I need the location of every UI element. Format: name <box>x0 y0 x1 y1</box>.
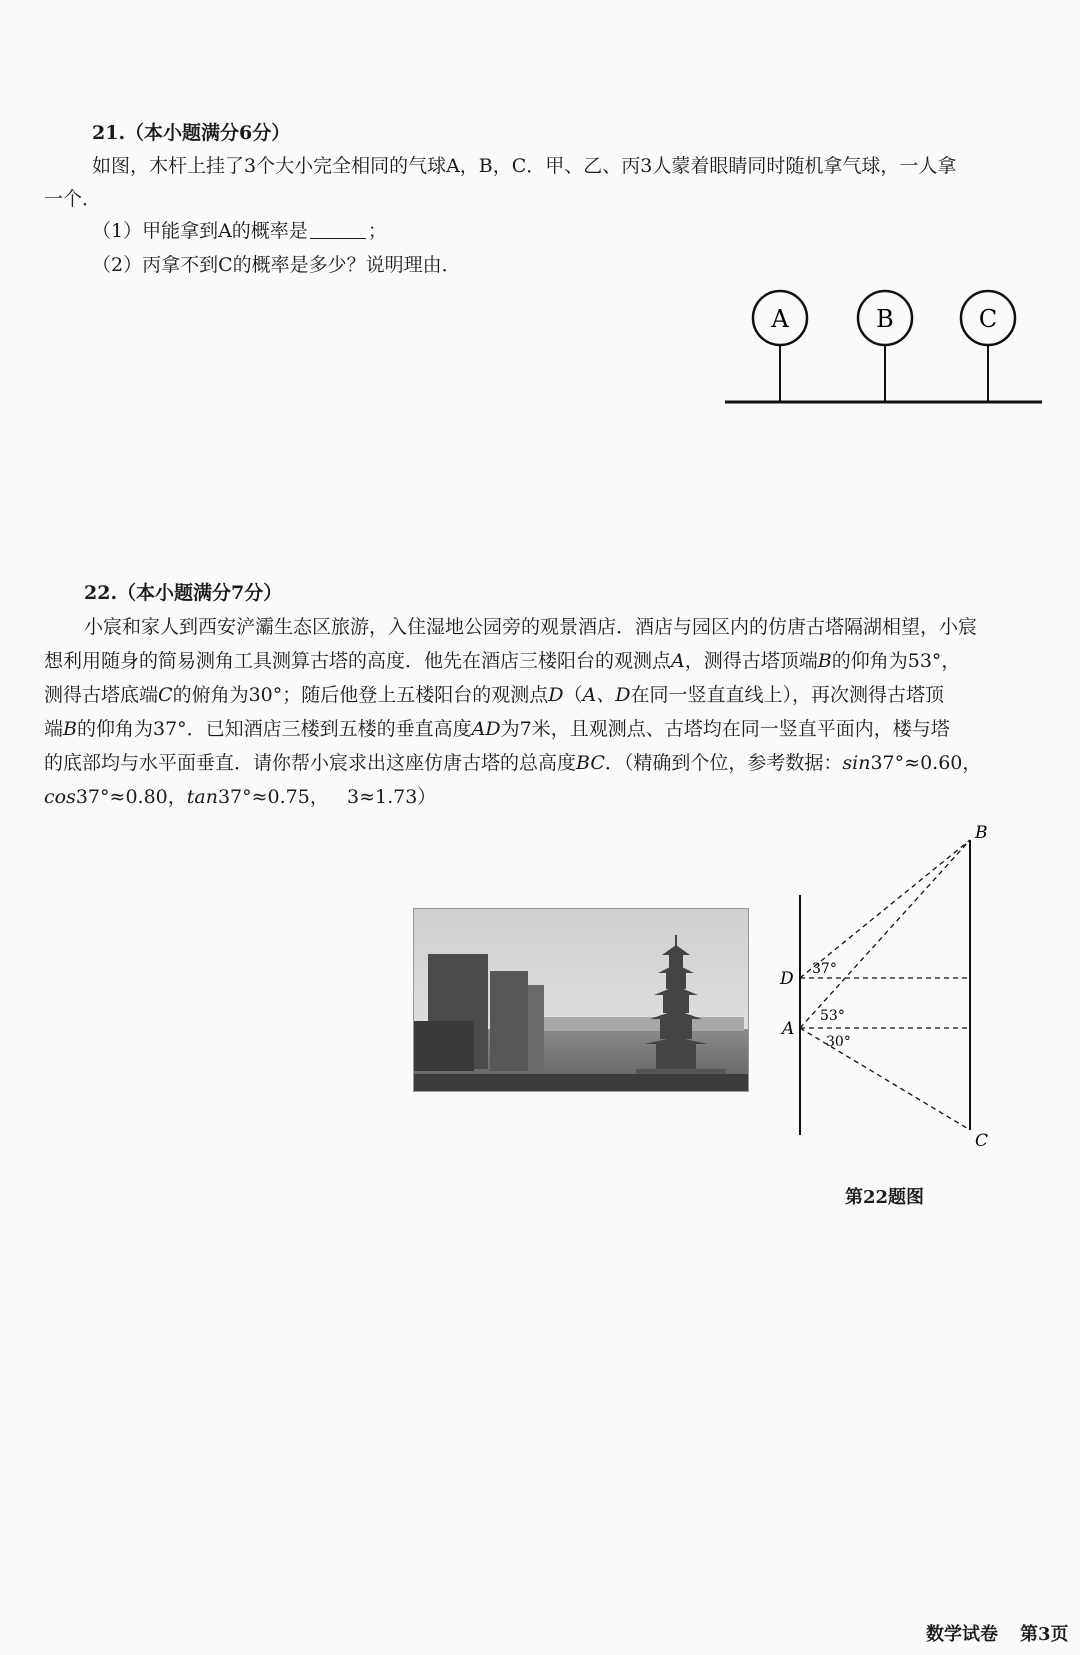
point-label-c: C <box>975 1131 989 1150</box>
q22-line3-g: 在同一竖直直线上），再次测得古塔顶 <box>630 684 944 706</box>
point-label-b: B <box>975 823 988 843</box>
figure-caption: 第22题图 <box>845 1187 925 1208</box>
q22-line6 <box>44 786 436 809</box>
q22-line6-c: tan <box>186 786 218 808</box>
q22-line3 <box>44 684 944 707</box>
q22-line2 <box>44 650 960 673</box>
q22-line2-b: A <box>671 650 685 672</box>
q21-title: 21.（本小题满分6分） <box>92 122 291 144</box>
q21-part1 <box>92 220 387 243</box>
angle-figure <box>770 820 990 1150</box>
q22-line4-a: 端 <box>44 718 64 740</box>
q22-line2-a: 想利用随身的简易测角工具测算古塔的高度．他先在酒店三楼阳台的观测点 <box>44 650 672 672</box>
q22-line5-e: 37°≈0.60， <box>870 752 982 774</box>
q22-line3-e: （ <box>563 684 583 706</box>
q21-part1-text: （1）甲能拿到A的概率是 <box>92 220 308 242</box>
balloon-figure <box>720 285 1050 410</box>
balloon-c <box>961 291 1015 401</box>
balloon-label-a: A <box>771 305 789 333</box>
balloon-label-c: C <box>978 305 998 333</box>
q22-line3-d: D <box>548 684 564 706</box>
q22-line5 <box>44 752 981 775</box>
q22-line5-b: BC <box>576 752 605 774</box>
q22-line2-d: B <box>817 650 832 672</box>
q22-line5-a: 的底部均与水平面垂直．请你帮小宸求出这座仿唐古塔的总高度 <box>44 752 577 774</box>
q22-line5-d: sin <box>842 752 871 774</box>
q22-line4-c: 的仰角为37°．已知酒店三楼到五楼的垂直高度 <box>76 718 472 740</box>
q22-line2-e: 的仰角为53°， <box>831 650 961 672</box>
q21-part2: （2）丙拿不到C的概率是多少？说明理由． <box>92 254 461 276</box>
q22-line4-b: B <box>63 718 77 740</box>
point-label-a: A <box>782 1019 795 1039</box>
angle-label-37: 37° <box>812 961 837 977</box>
angle-label-30: 30° <box>826 1034 851 1050</box>
footer-page-number: 第3页 <box>1020 1624 1069 1645</box>
pagoda-lake-photo <box>413 908 749 1092</box>
q22-line6-a: cos <box>44 786 76 808</box>
footer-subject: 数学试卷 <box>926 1624 998 1645</box>
angle-label-53: 53° <box>820 1008 845 1024</box>
point-label-d: D <box>780 969 794 989</box>
q21-body-line2: 一个． <box>44 188 102 210</box>
q22-line3-c: 的俯角为30°；随后他登上五楼阳台的观测点 <box>172 684 549 706</box>
sight-line-ab <box>800 840 970 1028</box>
q21-body-line1: 如图，木杆上挂了3个大小完全相同的气球A，B，C．甲、乙、丙3人蒙着眼睛同时随机拿气球，一人拿 <box>92 155 957 177</box>
q22-line3-a: 测得古塔底端 <box>44 684 159 706</box>
q22-line3-f: A、D <box>582 684 631 706</box>
q21-part1-end: ； <box>367 220 387 242</box>
sight-line-db <box>800 840 970 978</box>
answer-blank <box>310 220 366 239</box>
q22-line6-d: 37°≈0.75， <box>217 786 329 808</box>
q22-line2-c: ，测得古塔顶端 <box>684 650 818 672</box>
q22-title: 22.（本小题满分7分） <box>84 582 283 604</box>
q22-line4 <box>44 718 950 741</box>
q22-line6-b: 37°≈0.80， <box>75 786 187 808</box>
q22-line4-e: 为7米，且观测点、古塔均在同一竖直平面内，楼与塔 <box>500 718 950 740</box>
balloon-a <box>753 291 807 401</box>
balloon-b <box>858 291 912 401</box>
q22-line1: 小宸和家人到西安浐灞生态区旅游，入住湿地公园旁的观景酒店．酒店与园区内的仿唐古塔隔湖相望，小宸 <box>84 616 978 638</box>
q22-line5-c: ．（精确到个位，参考数据： <box>604 752 843 774</box>
balloon-label-b: B <box>876 305 894 333</box>
q22-line6-e: 3≈1.73） <box>346 786 437 808</box>
q22-line4-d: AD <box>471 718 501 740</box>
q22-line3-b: C <box>158 684 173 706</box>
